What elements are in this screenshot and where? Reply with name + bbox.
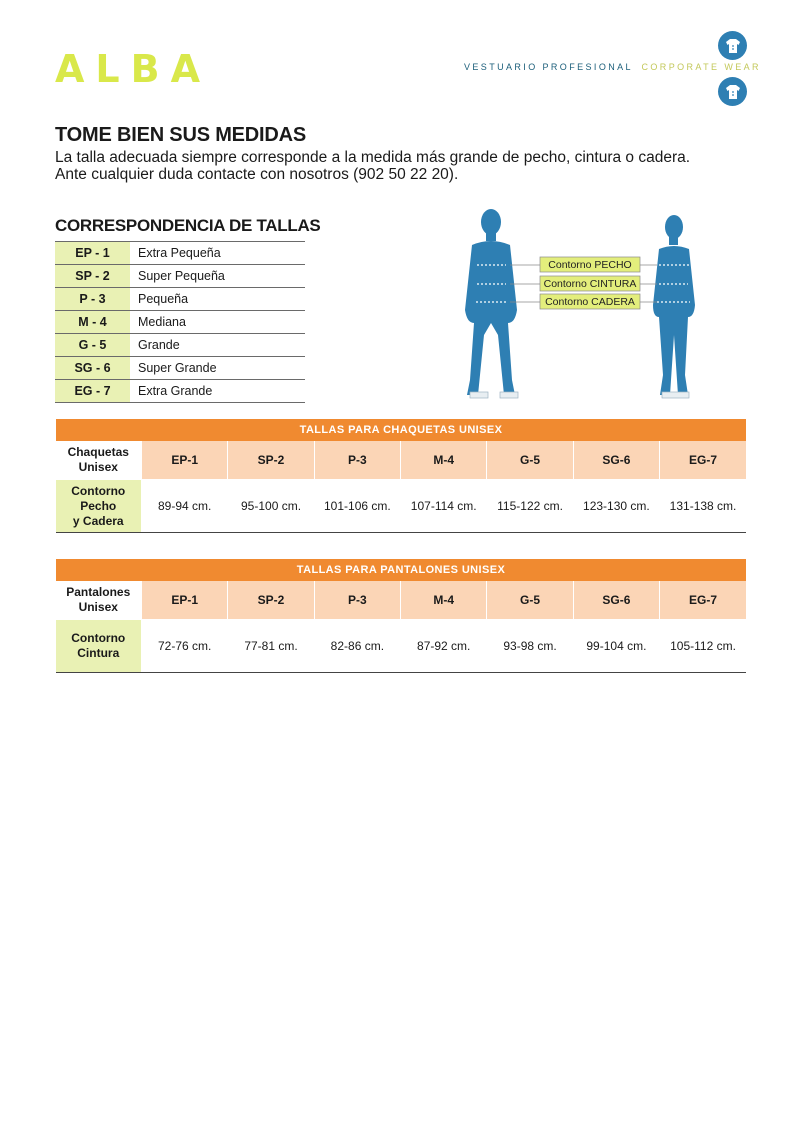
size-row — [55, 334, 305, 357]
measure-label — [540, 257, 640, 272]
size-column-header: EP-1 — [142, 581, 228, 620]
measure-label — [540, 294, 640, 309]
measure-value: 95-100 cm. — [228, 480, 314, 533]
body-measure-figure — [460, 205, 710, 415]
measure-value: 101-106 cm. — [314, 480, 400, 533]
size-row — [55, 357, 305, 380]
size-column-header: SP-2 — [228, 581, 314, 620]
measure-value: 115-122 cm. — [487, 480, 573, 533]
size-code: P - 3 — [55, 288, 130, 311]
tagline-secondary: CORPORATE WEAR — [641, 62, 761, 72]
size-row — [55, 380, 305, 403]
jackets-table-title: TALLAS PARA CHAQUETAS UNISEX — [56, 419, 747, 441]
measure-value: 72-76 cm. — [142, 620, 228, 673]
measure-label-text: Contorno CINTURA — [543, 278, 637, 290]
jackets-measure-label: Contorno Pecho y Cadera — [56, 480, 142, 533]
size-name: Super Pequeña — [130, 265, 305, 288]
size-column-header: EG-7 — [660, 441, 746, 480]
size-column-header: SG-6 — [573, 581, 659, 620]
size-code: M - 4 — [55, 311, 130, 334]
measure-value: 131-138 cm. — [660, 480, 746, 533]
size-column-header: G-5 — [487, 441, 573, 480]
size-column-header: M-4 — [401, 581, 487, 620]
correspondence-title: CORRESPONDENCIA DE TALLAS — [55, 216, 321, 235]
measure-value: 87-92 cm. — [401, 620, 487, 673]
size-row — [55, 265, 305, 288]
trousers-table-title: TALLAS PARA PANTALONES UNISEX — [56, 559, 747, 581]
trousers-size-table — [55, 559, 746, 673]
female-silhouette — [653, 215, 695, 395]
intro-line-1: La talla adecuada siempre corresponde a la medida más grande de pecho, cintura o cadera. — [55, 149, 691, 166]
measure-value: 123-130 cm. — [573, 480, 659, 533]
measure-value: 99-104 cm. — [573, 620, 659, 673]
measure-value: 89-94 cm. — [142, 480, 228, 533]
size-code: EP - 1 — [55, 242, 130, 265]
size-row — [55, 311, 305, 334]
jackets-row-header: Chaquetas Unisex — [56, 441, 142, 480]
tagline-primary: VESTUARIO PROFESIONAL — [464, 62, 633, 72]
measure-value: 107-114 cm. — [401, 480, 487, 533]
trousers-row-header: Pantalones Unisex — [56, 581, 142, 620]
brand-logo: ALBA — [55, 47, 211, 91]
size-column-header: G-5 — [487, 581, 573, 620]
measure-value: 105-112 cm. — [660, 620, 746, 673]
size-column-header: EG-7 — [660, 581, 746, 620]
size-name: Pequeña — [130, 288, 305, 311]
jackets-size-table — [55, 419, 746, 533]
size-row — [55, 288, 305, 311]
brand-tagline — [464, 62, 761, 72]
size-column-header: P-3 — [314, 441, 400, 480]
size-code: SP - 2 — [55, 265, 130, 288]
male-silhouette — [465, 209, 517, 395]
measure-label-text: Contorno CADERA — [545, 296, 635, 308]
measure-label — [540, 276, 640, 291]
correspondence-table — [55, 241, 305, 403]
size-column-header: P-3 — [314, 581, 400, 620]
size-column-header: SP-2 — [228, 441, 314, 480]
size-code: EG - 7 — [55, 380, 130, 403]
trousers-measure-label: Contorno Cintura — [56, 620, 142, 673]
size-column-header: M-4 — [401, 441, 487, 480]
chef-jacket-icon — [718, 31, 747, 60]
chef-jacket-icon — [718, 77, 747, 106]
size-name: Extra Pequeña — [130, 242, 305, 265]
size-name: Extra Grande — [130, 380, 305, 403]
measure-label-text: Contorno PECHO — [548, 259, 632, 271]
size-column-header: SG-6 — [573, 441, 659, 480]
size-row — [55, 242, 305, 265]
size-name: Mediana — [130, 311, 305, 334]
size-code: G - 5 — [55, 334, 130, 357]
page-title: TOME BIEN SUS MEDIDAS — [55, 124, 307, 146]
size-name: Super Grande — [130, 357, 305, 380]
measure-value: 82-86 cm. — [314, 620, 400, 673]
measure-value: 77-81 cm. — [228, 620, 314, 673]
intro-text — [55, 149, 690, 183]
size-column-header: EP-1 — [142, 441, 228, 480]
size-code: SG - 6 — [55, 357, 130, 380]
measure-value: 93-98 cm. — [487, 620, 573, 673]
size-name: Grande — [130, 334, 305, 357]
intro-line-2: Ante cualquier duda contacte con nosotros (902 50 22 20). — [55, 166, 459, 183]
